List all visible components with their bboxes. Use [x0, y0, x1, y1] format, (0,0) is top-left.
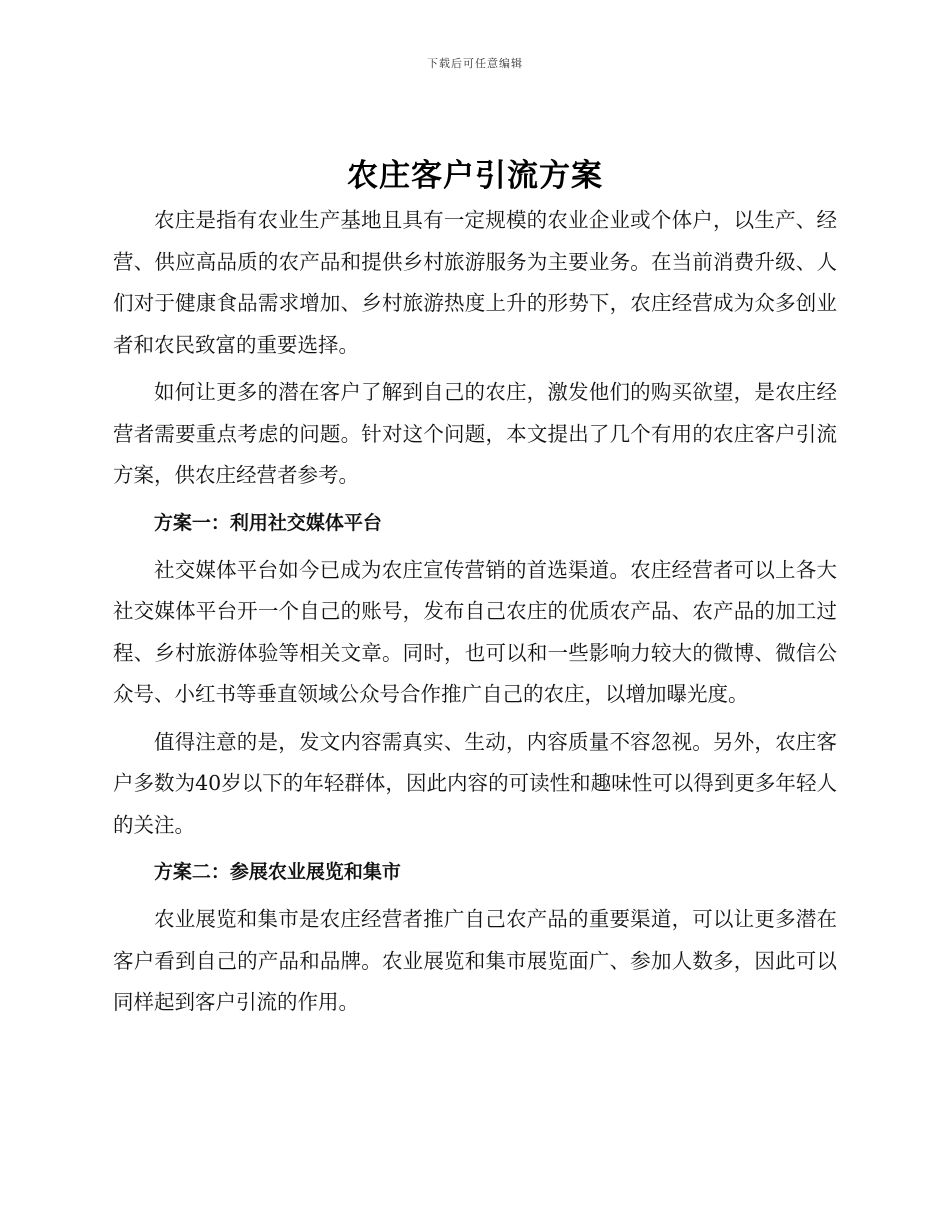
plan-two-heading: 方案二：参展农业展览和集市: [153, 861, 401, 883]
intro-paragraph-1: 农庄是指有农业生产基地且具有一定规模的农业企业或个体户，以生产、经营、供应高品质的农产品和提供乡村旅游服务为主要业务。在当前消费升级、人们对于健康食品需求增加、乡村旅游热度上升的形势下，农庄经营成为众多创业者和农民致富的重要选择。: [113, 208, 837, 357]
plan-two-paragraph-1: 农业展览和集市是农庄经营者推广自己农产品的重要渠道，可以让更多潜在客户看到自己的产品和品牌。农业展览和集市展览面广、参加人数多，因此可以同样起到客户引流的作用。: [113, 907, 837, 1014]
plan-one-heading: 方案一：利用社交媒体平台: [153, 511, 382, 534]
plan-one-paragraph-1: 社交媒体平台如今已成为农庄宣传营销的首选渠道。农庄经营者可以上各大社交媒体平台开一个自己的账号，发布自己农庄的优质农产品、农产品的加工过程、乡村旅游体验等相关文章。同时，也可以和一些影响力较大的微博、微信公众号、小红书等垂直领域公众号合作推广自己的农庄，以增加曝光度。: [113, 557, 837, 706]
document-title: 农庄客户引流方案: [347, 158, 603, 194]
plan-one-paragraph-2: 值得注意的是，发文内容需真实、生动，内容质量不容忽视。另外，农庄客户多数为40岁以下的年轻群体，因此内容的可读性和趣味性可以得到更多年轻人的关注。: [113, 729, 837, 837]
intro-paragraph-2: 如何让更多的潜在客户了解到自己的农庄，激发他们的购买欲望，是农庄经营者需要重点考虑的问题。针对这个问题，本文提出了几个有用的农庄客户引流方案，供农庄经营者参考。: [113, 380, 837, 487]
header-note: 下载后可任意编辑: [427, 57, 523, 70]
document-body: [113, 200, 837, 1030]
